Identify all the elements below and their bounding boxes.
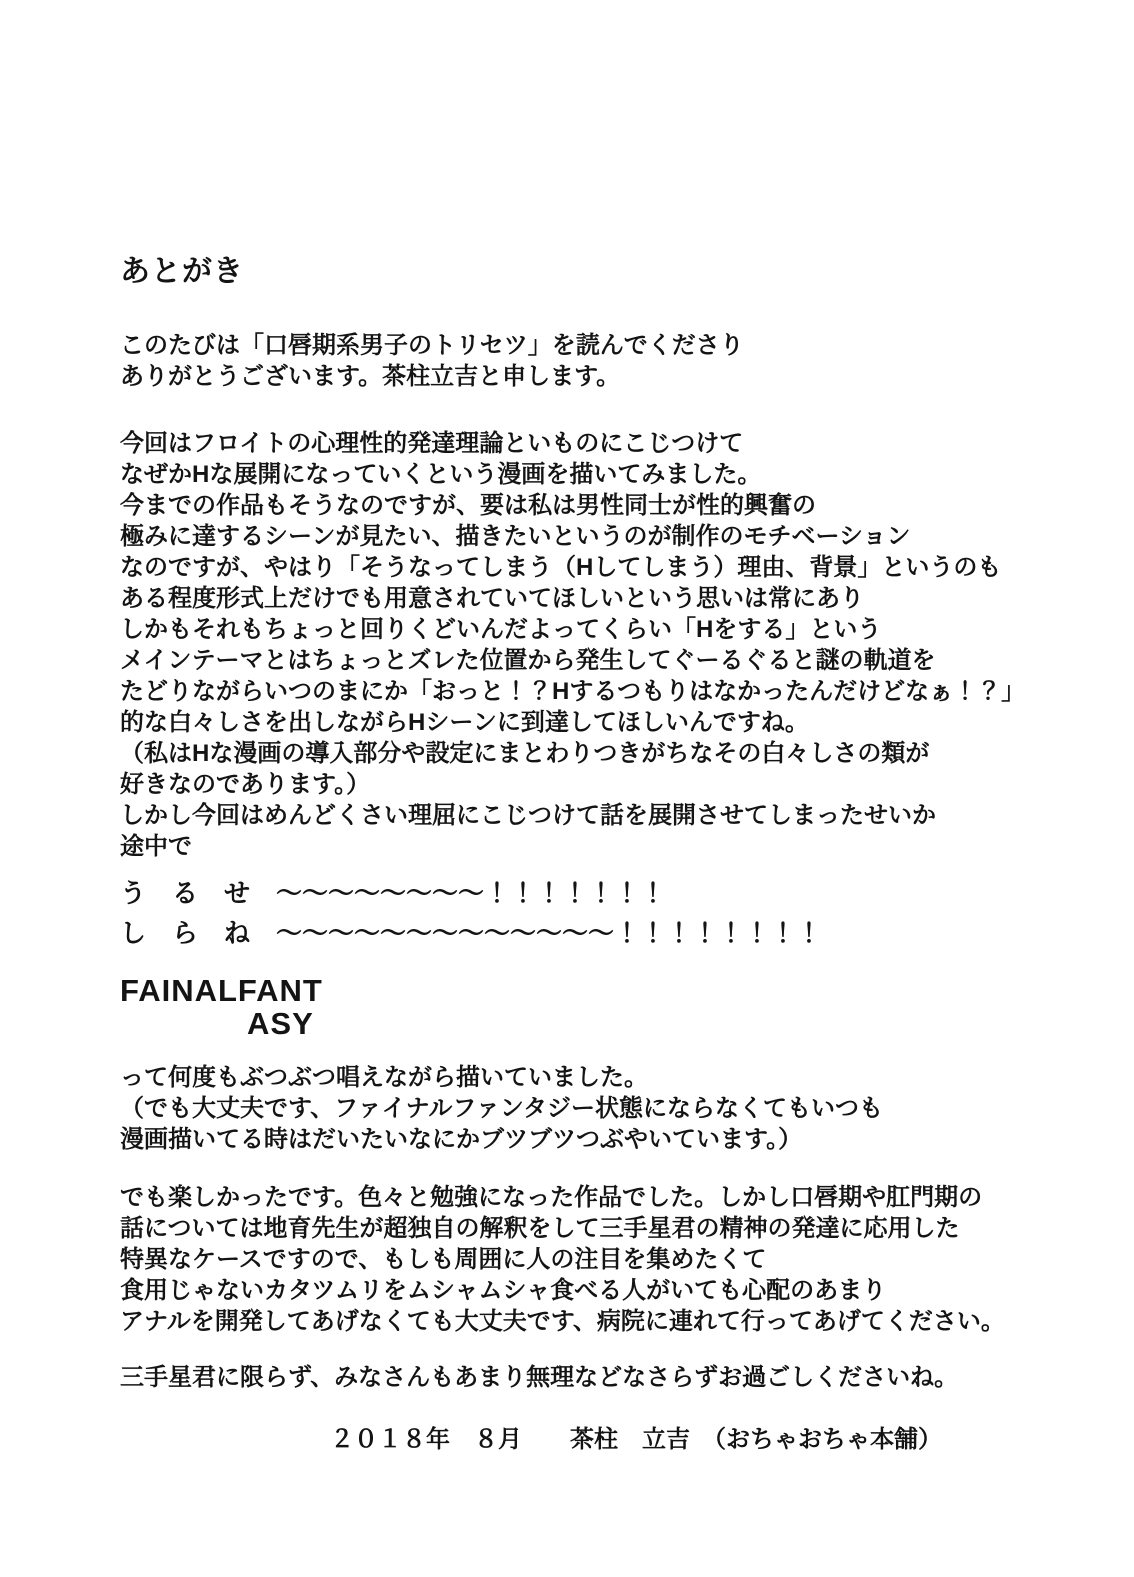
text-line: って何度もぶつぶつ唱えながら描いていました。	[120, 1064, 648, 1091]
shout-line-shirane: し ら ね ～～～～～～～～～～～～～！！！！！！！！	[120, 918, 823, 948]
text-line: なぜかHな展開になっていくという漫画を描いてみました。	[120, 461, 762, 488]
text-line: （でも大丈夫です、ファイナルファンタジー状態にならなくてもいつも	[120, 1095, 883, 1122]
text-line: なのですが、やはり「そうなってしまう（Hしてしまう）理由、背景」というのも	[120, 554, 1002, 581]
text-line: 極みに達するシーンが見たい、描きたいというのが制作のモチベーション	[120, 523, 911, 550]
paragraph-closing	[120, 1362, 1074, 1393]
shout-line-urusee: う る せ ～～～～～～～～！！！！！！！	[120, 878, 667, 908]
signoff-line: ２０１８年 ８月 茶柱 立吉 （おちゃおちゃ本舗）	[330, 1426, 942, 1453]
chant-line-1: FAINALFANT	[120, 973, 323, 1008]
text-line: しかし今回はめんどくさい理屈にこじつけて話を展開させてしまったせいか	[120, 802, 936, 829]
paragraph-opening	[120, 330, 1074, 392]
text-line: このたびは「口唇期系男子のトリセツ」を読んでくださり	[120, 332, 744, 359]
paragraph-shout	[120, 873, 1074, 953]
text-line: たどりながらいつのまにか「おっと！？Hするつもりはなかったんだけどなぁ！？」	[120, 678, 1026, 705]
text-line: （私はHな漫画の導入部分や設定にまとわりつきがちなその白々しさの類が	[120, 740, 930, 767]
text-line: ありがとうございます。茶柱立吉と申します。	[120, 363, 621, 390]
text-line: 漫画描いてる時はだいたいなにかブツブツつぶやいています。）	[120, 1126, 803, 1153]
text-line: 今回はフロイトの心理性的発達理論といものにこじつけて	[120, 430, 744, 457]
text-line: 特異なケースですので、もしも周囲に人の注目を集めたくて	[120, 1246, 767, 1273]
text-line: ある程度形式上だけでも用意されていてほしいという思いは常にあり	[120, 585, 864, 612]
text-line: 話については地育先生が超独自の解釈をして三手星君の精神の発達に応用した	[120, 1215, 960, 1242]
paragraph-signoff	[120, 1424, 1074, 1455]
page-title: あとがき	[120, 255, 244, 288]
text-line: 今までの作品もそうなのですが、要は私は男性同士が性的興奮の	[120, 492, 816, 519]
text-line: 的な白々しさを出しながらHシーンに到達してほしいんですね。	[120, 709, 809, 736]
text-line: アナルを開発してあげなくても大丈夫です、病院に連れて行ってあげてください。	[120, 1308, 1005, 1335]
paragraph-chant-note	[120, 1062, 1074, 1155]
chant-line-2: ASY	[247, 1006, 314, 1041]
text-line: 好きなのであります。）	[120, 771, 371, 798]
text-line: 食用じゃないカタツムリをムシャムシャ食べる人がいても心配のあまり	[120, 1277, 887, 1304]
paragraph-main	[120, 428, 1074, 862]
text-line: 三手星君に限らず、みなさんもあまり無理などなさらずお過ごしくださいね。	[120, 1364, 959, 1391]
text-line: 途中で	[120, 833, 192, 860]
paragraph-chant	[120, 974, 1074, 1040]
text-line: しかもそれもちょっと回りくどいんだよってくらい「Hをする」という	[120, 616, 882, 643]
text-line: でも楽しかったです。色々と勉強になった作品でした。しかし口唇期や肛門期の	[120, 1184, 983, 1211]
text-line: メインテーマとはちょっとズレた位置から発生してぐーるぐると謎の軌道を	[120, 647, 936, 674]
paragraph-reflection	[120, 1182, 1074, 1337]
